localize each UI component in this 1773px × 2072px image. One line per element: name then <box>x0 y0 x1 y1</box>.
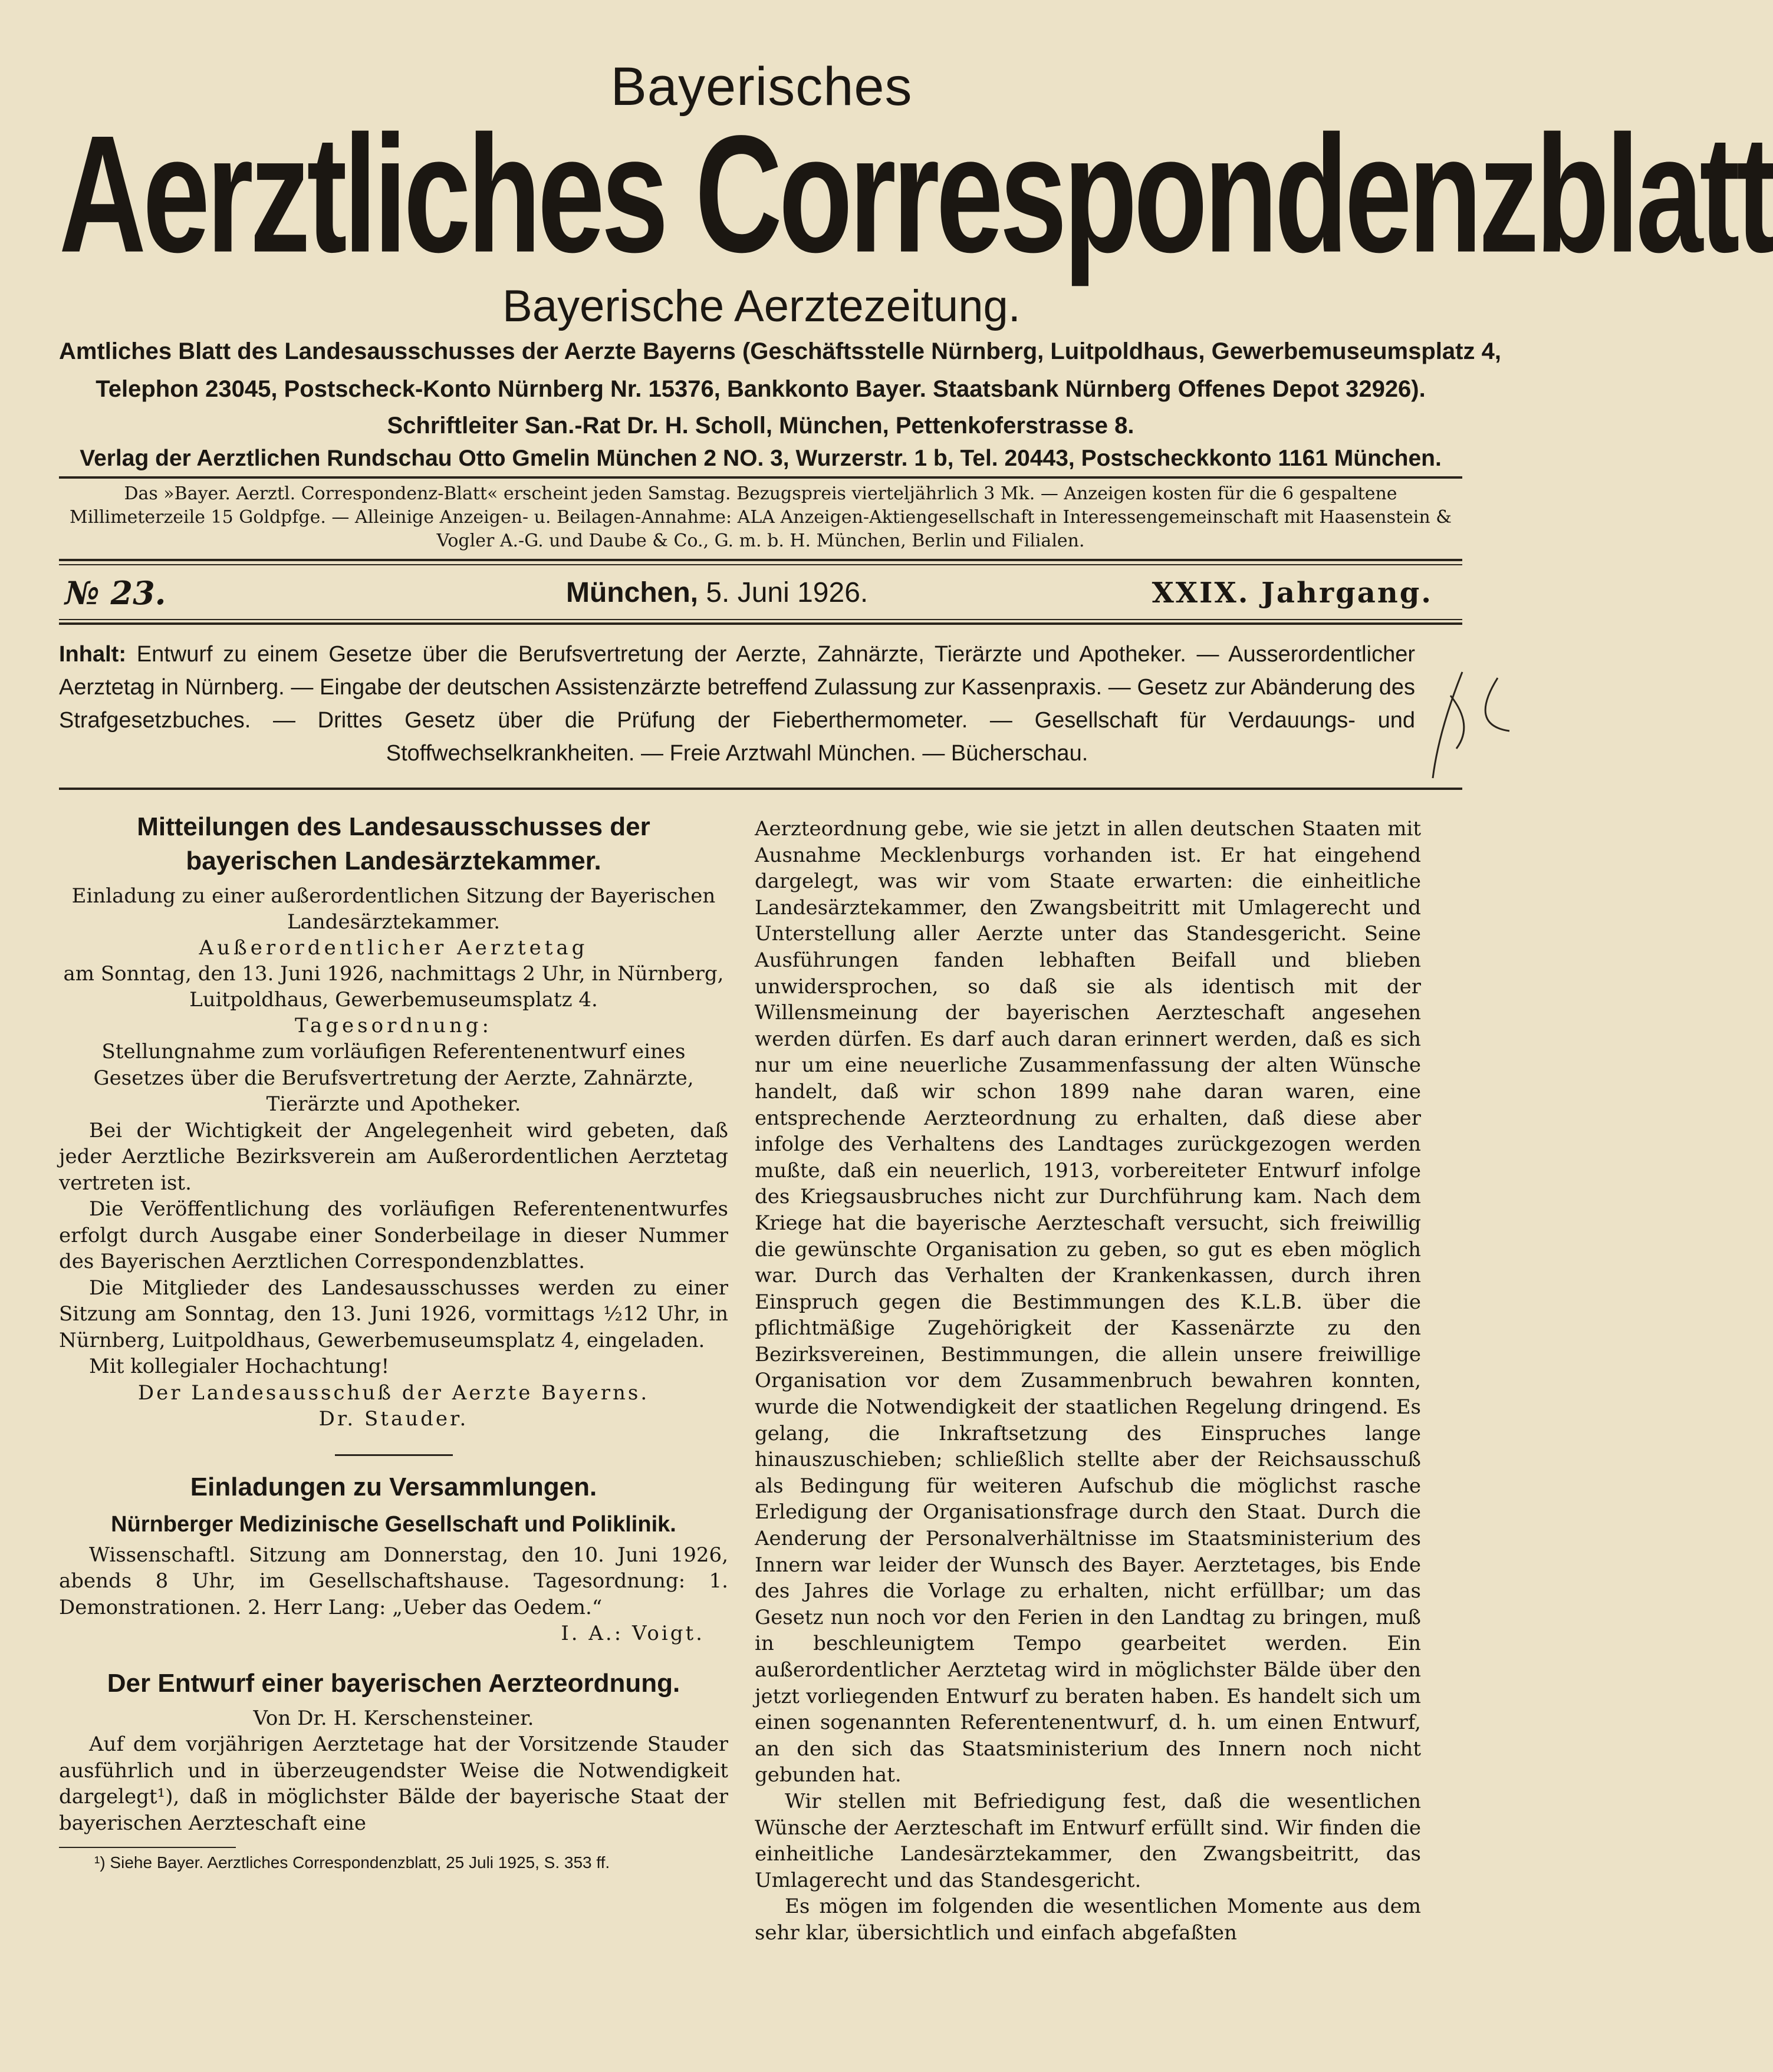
masthead-divider <box>59 476 1462 479</box>
signature-name: Dr. Stauder. <box>318 1406 469 1431</box>
masthead-pre-title: Bayerisches <box>610 57 913 117</box>
masthead-info-publisher: Verlag der Aerztlichen Rundschau Otto Gmelin München 2 NO. 3, Wurzerstr. 1 b, Tel. 20443, Postscheckkonto 1161 München. <box>80 446 1442 471</box>
issue-number: № 23. <box>65 574 166 612</box>
meeting-announcement: Wissenschaftl. Sitzung am Donnerstag, den 10. Juni 1926, abends 8 Uhr, im Gesellschaftshause. Tagesordnung: 1. Demonstrationen. 2. Herr Lang: „Ueber das Oedem.“ <box>59 1543 728 1619</box>
issue-date <box>566 571 868 615</box>
section-head-meetings: Einladungen zu Versammlungen. <box>190 1472 597 1501</box>
footnote: ¹) Siehe Bayer. Aerztliches Correspondenzblatt, 25 Juli 1925, S. 353 ff. <box>94 1853 610 1872</box>
invitation-line: Einladung zu einer außerordentlichen Sitzung der Bayerischen Landesärztekammer. <box>71 884 716 934</box>
masthead-info-editor: Schriftleiter San.-Rat Dr. H. Scholl, München, Pettenkoferstrasse 8. <box>387 413 1134 439</box>
signature-committee: Der Landesausschuß der Aerzte Bayerns. <box>137 1381 650 1405</box>
article-author: Von Dr. H. Kerschensteiner. <box>253 1707 534 1730</box>
masthead-info-contact: Telephon 23045, Postscheck-Konto Nürnberg Nr. 15376, Bankkonto Bayer. Staatsbank Nürnberg Offenes Depot 32926). <box>96 376 1426 402</box>
paragraph-publication: Die Veröffentlichung des vorläufigen Referentenentwurfes erfolgt durch Ausgabe einer Sonderbeilage in dieser Nummer des Bayerischen Aerztlichen Correspondenzblattes. <box>59 1197 728 1273</box>
toc-label: Inhalt: <box>59 642 126 667</box>
agenda-text: Stellungnahme zum vorläufigen Referentenentwurf eines Gesetzes über die Berufsvertretung der Aerzte, Zahnärzte, Tierärzte und Apotheker. <box>93 1040 694 1116</box>
article-continuation: Aerzteordnung gebe, wie sie jetzt in allen deutschen Staaten mit Ausnahme Mecklenburgs vorhanden ist. Er hat eingehend dargelegt, was wir vom Staate erwarten: die einheitliche Landesärztekammer, den Zwangsbeitritt mit Umlagerecht und Unterstellung aller Aerzte unter das Standesgericht. Seine Ausführungen fanden lebhaften Beifall und blieben unwidersprochen, so daß sie als identisch mit der Willensmeinung der bayerischen Aerzteschaft angesehen werden dürfen. Es darf auch daran erinnert werden, daß es sich nur um eine neuerliche Zusammenfassung der alten Wünsche handelt, daß wir schon 1899 nahe daran waren, eine entsprechende Aerzteordnung zu erhalten, daß diese aber infolge des Verhaltens des Landtages zurückgezogen werden mußte, daß ein neuerlich, 1913, vorbereiteter Entwurf infolge des Kriegsausbruches nicht zur Durchführung kam. Nach dem Kriege hat die bayerische Aerzteschaft versucht, sich freiwillig die gewünschte Organisation zu geben, so gut es eben möglich war. Durch das Verhalten der Krankenkassen, durch ihren Einspruch gegen die Bestimmungen des K.L.B. über die pflichtmäßige Zugehörigkeit der Kassenärzte zu den Bezirksvereinen, Bestimmungen, die allein unsere freiwillige Organisation vor dem Zusammenbruch bewahren konnten, wurde die Notwendigkeit der staatlichen Regelung dringend. Es gelang, die Inkraftsetzung des Einspruches lange hinauszuschieben; schließlich stellte aber der Reichsausschuß als Bedingung für weiteren Aufschub die möglichst rasche Erledigung der Organisationsfrage durch den Staat. Durch die Aenderung der Personalverhältnisse im Staatsministerium des Innern war leider der Wunsch des Bayer. Aerztetages, bis Ende des Jahres die Vorlage zu erhalten, nicht erfüllbar; um das Gesetz nun noch vor den Ferien in den Landtag zu bringen, muß in beschleunigtem Tempo gearbeitet werden. Ein außerordentlicher Aerztetag wird in möglichster Bälde über den jetzt vorliegenden Entwurf zu beraten haben. Es handelt sich um einen sogenannten Referentenentwurf, d. h. um einen Entwurf, an den sich das Staatsministerium des Innern noch nicht gebunden hat. <box>755 817 1421 1787</box>
subscription-notice: Das »Bayer. Aerztl. Correspondenz-Blatt« erscheint jeden Samstag. Bezugspreis vierteljährlich 3 Mk. — Anzeigen kosten für die 6 gespaltene Millimeterzeile 15 Goldpfge. — Alleinige Anzeigen- u. Beilagen-Annahme: ALA Anzeigen-Aktiengesellschaft in Interessengemeinschaft mit Haasenstein & Vogler A.-G. und Daube & Co., G. m. b. H. München, Berlin und Filialen. <box>70 483 1452 551</box>
event-time-place: am Sonntag, den 13. Juni 1926, nachmittags 2 Uhr, in Nürnberg, Luitpoldhaus, Gewerbemuseumsplatz 4. <box>63 962 724 1012</box>
section-separator <box>335 1454 453 1456</box>
society-name: Nürnberger Medizinische Gesellschaft und Poliklinik. <box>111 1511 676 1537</box>
masthead-info-official: Amtliches Blatt des Landesausschusses der Aerzte Bayerns (Geschäftsstelle Nürnberg, Luitpoldhaus, Gewerbemuseumsplatz 4, <box>59 338 1501 364</box>
right-column <box>755 816 1421 2060</box>
article-paragraph-satisfaction: Wir stellen mit Befriedigung fest, daß die wesentlichen Wünsche der Aerzteschaft im Entwurf erfüllt sind. Wir finden die einheitliche Landesärztekammer, den Zwangsbeitritt, das Umlagerecht und das Standesgericht. <box>755 1789 1421 1892</box>
issue-city: München, <box>566 577 698 608</box>
left-column <box>59 808 728 2051</box>
masthead-subtitle: Bayerische Aerztezeitung. <box>502 281 1021 331</box>
masthead-title: Aerztliches Correspondenzblatt <box>59 101 1773 288</box>
event-title: Außerordentlicher Aerztetag <box>199 936 588 960</box>
meeting-signature: I. A.: Voigt. <box>561 1622 705 1645</box>
issue-bar <box>59 571 1462 615</box>
table-of-contents <box>59 638 1415 770</box>
agenda-heading: Tagesordnung: <box>294 1014 493 1037</box>
section-head-landesausschuss: Mitteilungen des Landesausschusses der bayerischen Landesärztekammer. <box>137 812 650 875</box>
content-top-rule <box>59 788 1462 790</box>
issue-bottom-rule-thin <box>59 619 1462 620</box>
issue-top-rule <box>59 559 1462 561</box>
closing-greeting: Mit kollegialer Hochachtung! <box>89 1355 390 1378</box>
handwritten-mark-icon <box>1421 660 1521 790</box>
issue-date-value: 5. Juni 1926. <box>706 577 869 608</box>
footnote-rule <box>59 1847 236 1848</box>
article-paragraph-moments: Es mögen im folgenden die wesentlichen Momente aus dem sehr klar, übersichtlich und einfach abgefaßten <box>755 1895 1421 1945</box>
issue-year: XXIX. Jahrgang. <box>1152 577 1433 610</box>
article-head-aerzteordnung: Der Entwurf einer bayerischen Aerzteordnung. <box>107 1669 680 1698</box>
paragraph-members-meeting: Die Mitglieder des Landesausschusses werden zu einer Sitzung am Sonntag, den 13. Juni 1926, vormittags ½12 Uhr, in Nürnberg, Luitpoldhaus, Gewerbemuseumsplatz 4, eingeladen. <box>59 1276 728 1352</box>
issue-top-rule-thin <box>59 564 1462 565</box>
toc-text: Entwurf zu einem Gesetze über die Berufsvertretung der Aerzte, Zahnärzte, Tierärzte und Apotheker. — Ausserordentlicher Aerztetag in Nürnberg. — Eingabe der deutschen Assistenzärzte betreffend Zulassung zur Kassenpraxis. — Gesetz zur Abänderung des Strafgesetzbuches. — Drittes Gesetz über die Prüfung der Fieberthermometer. — Gesellschaft für Verdauungs- und Stoffwechselkrankheiten. — Freie Arztwahl München. — Bücherschau. <box>59 642 1415 766</box>
paragraph-importance: Bei der Wichtigkeit der Angelegenheit wird gebeten, daß jeder Aerztliche Bezirksverein am Außerordentlichen Aerztetag vertreten ist. <box>59 1118 728 1195</box>
issue-bottom-rule <box>59 622 1462 625</box>
article-paragraph-1: Auf dem vorjährigen Aerztetage hat der Vorsitzende Stauder ausführlich und in überzeugendster Weise die Notwendigkeit dargelegt¹), daß in möglichster Bälde der bayerische Staat der bayerischen Aerzteschaft eine <box>59 1732 728 1835</box>
